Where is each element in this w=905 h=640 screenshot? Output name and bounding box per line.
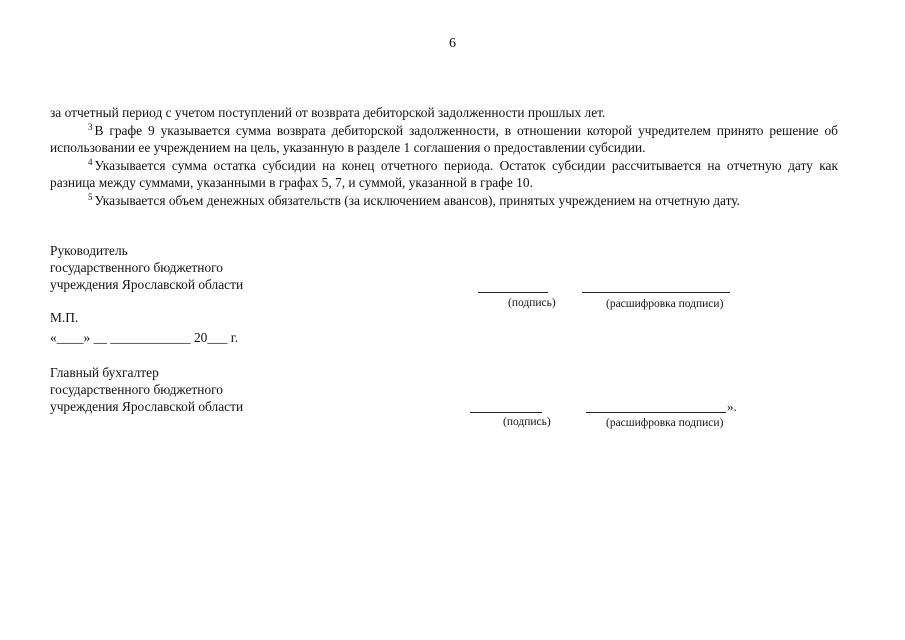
accountant-signature-caption: (подпись)	[503, 416, 551, 428]
footnote-mark: 4	[88, 156, 93, 167]
footnote-mark: 3	[88, 121, 93, 132]
head-decode-line	[582, 292, 730, 293]
footnote-3	[50, 122, 838, 157]
accountant-title: Главный бухгалтер	[50, 365, 159, 380]
accountant-signature-line	[470, 412, 542, 413]
closing-quote: ».	[727, 399, 737, 414]
accountant-signature-block	[50, 364, 243, 415]
head-decode-caption: (расшифровка подписи)	[606, 298, 724, 310]
head-org-region: учреждения Ярославской области	[50, 277, 244, 292]
date-line: «____» __ ____________ 20___ г.	[50, 330, 239, 345]
stamp-mark: М.П.	[50, 310, 79, 325]
head-org-line: государственного бюджетного	[50, 260, 224, 275]
footnote-4	[50, 157, 838, 192]
page-number: 6	[449, 36, 456, 51]
head-title: Руководитель	[50, 243, 128, 258]
footnotes-section	[50, 104, 838, 209]
head-signature-block	[50, 242, 243, 293]
stamp-block	[50, 309, 238, 346]
head-signature-caption: (подпись)	[508, 297, 556, 309]
accountant-decode-caption: (расшифровка подписи)	[606, 417, 724, 429]
footnote-continuation: за отчетный период с учетом поступлений от возврата дебиторской задолженности прошлых лет.	[50, 105, 606, 120]
footnote-5	[50, 192, 838, 210]
footnote-mark: 5	[88, 191, 93, 202]
footnote-text: Указывается сумма остатка субсидии на конец отчетного периода. Остаток субсидии рассчитывается на отчетную дату как разница между суммами, указанными в графах 5, 7, и суммой, указанной в графе 10.	[50, 157, 838, 190]
footnote-text: В графе 9 указывается сумма возврата дебиторской задолженности, в отношении которой учредителем принято решение об использовании ее учреждением на цель, указанную в разделе 1 соглашения о предоставлении субсидии.	[50, 122, 838, 155]
accountant-decode-line	[586, 412, 726, 413]
footnote-text: Указывается объем денежных обязательств (за исключением авансов), принятых учреждением на отчетную дату.	[94, 192, 740, 208]
head-signature-line	[478, 292, 548, 293]
accountant-org-region: учреждения Ярославской области	[50, 399, 244, 414]
accountant-org-line: государственного бюджетного	[50, 382, 224, 397]
